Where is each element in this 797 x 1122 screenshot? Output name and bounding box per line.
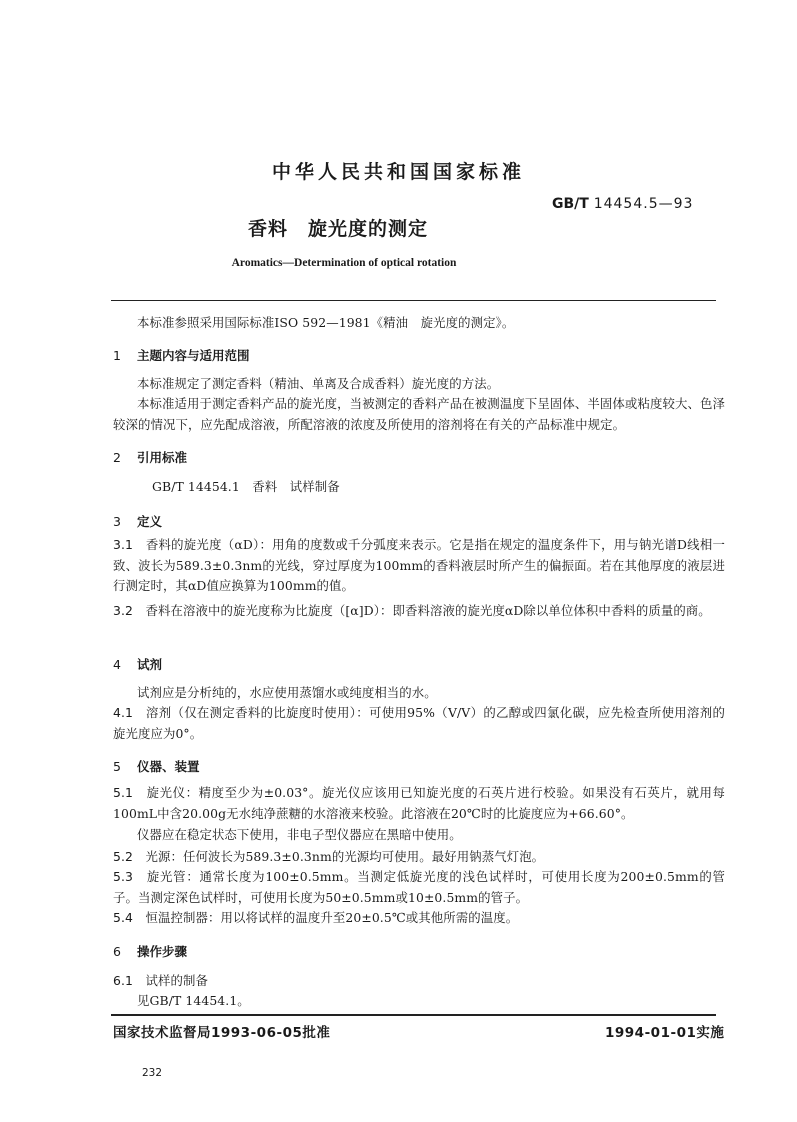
section-2-heading (113, 448, 187, 466)
section-title: 试剂 (137, 657, 163, 672)
section-number: 4 (113, 657, 121, 672)
section-title: 仪器、装置 (137, 759, 200, 774)
clause-number: 5.1 (113, 785, 134, 800)
section-6-heading (113, 942, 187, 960)
clause-5-2 (113, 847, 725, 868)
section-number: 2 (113, 450, 121, 465)
section-number: 6 (113, 944, 121, 959)
clause-number: 3.2 (113, 603, 134, 618)
intro-paragraph: 本标准参照采用国际标准ISO 592—1981《精油 旋光度的测定》。 (137, 315, 515, 330)
clause-number: 5.4 (113, 910, 134, 925)
clause-5-4 (113, 908, 725, 929)
standard-code-number: 14454.5—93 (593, 196, 694, 212)
clause-6-1-ref: 见GB/T 14454.1。 (137, 993, 250, 1008)
section-3-heading (113, 512, 162, 530)
section-2-reference: GB/T 14454.1 香料 试样制备 (152, 479, 340, 494)
clause-text: 恒温控制器：用以将试样的温度升至20±0.5℃或其他所需的温度。 (145, 910, 519, 925)
clause-text: 香料的旋光度（αD）：用角的度数或千分弧度来表示。它是指在规定的温度条件下，用与钠光谱D线相一致、波长为589.3±0.3nm的光线，穿过厚度为100mm的香料液层时所产生的偏振面。若在其他厚度的液层进行测定时，其αD值应换算为100mm的值。 (113, 537, 725, 593)
clause-5-1 (113, 783, 725, 824)
standard-code (552, 196, 693, 212)
clause-number: 5.2 (113, 849, 134, 864)
section-number: 1 (113, 348, 121, 363)
approval-date: 国家技术监督局1993-06-05批准 (113, 1025, 331, 1041)
clause-text: 光源：任何波长为589.3±0.3nm的光源均可使用。最好用钠蒸气灯泡。 (145, 849, 545, 864)
clause-text: 溶剂（仅在测定香料的比旋度时使用）：可使用95%（V/V）的乙醇或四氯化碳，应先检查所使用溶剂的旋光度应为0°。 (113, 705, 725, 741)
section-title: 操作步骤 (137, 944, 188, 959)
clause-number: 6.1 (113, 973, 134, 988)
section-4-heading (113, 655, 162, 673)
section-number: 5 (113, 759, 121, 774)
section-1-paragraph-1: 本标准规定了测定香料（精油、单离及合成香料）旋光度的方法。 (137, 376, 500, 391)
clause-5-1-note: 仪器应在稳定状态下使用，非电子型仪器应在黑暗中使用。 (137, 827, 462, 842)
section-title: 引用标准 (137, 450, 188, 465)
section-4-paragraph: 试剂应是分析纯的，水应使用蒸馏水或纯度相当的水。 (137, 685, 437, 700)
clause-4-1 (113, 703, 725, 744)
document-title-cn: 香料 旋光度的测定 (248, 218, 429, 240)
clause-text: 旋光仪：精度至少为±0.03°。旋光仪应该用已知旋光度的石英片进行校验。如果没有石英片，就用每100mL中含20.00g无水纯净蔗糖的水溶液来校验。此溶液在20℃时的比旋度应为+66.60°。 (113, 785, 725, 821)
standard-code-prefix: GB/T (552, 196, 589, 212)
clause-text: 旋光管：通常长度为100±0.5mm。当测定低旋光度的浅色试样时，可使用长度为200±0.5mm的管子。当测定深色试样时，可使用长度为50±0.5mm或10±0.5mm的管子。 (113, 869, 725, 905)
clause-number: 4.1 (113, 705, 134, 720)
clause-6-1 (113, 971, 725, 992)
national-standard-heading: 中华人民共和国国家标准 (271, 161, 525, 183)
clause-number: 5.3 (113, 869, 134, 884)
clause-3-1 (113, 535, 725, 597)
section-title: 定义 (137, 514, 163, 529)
page-number: 232 (142, 1067, 163, 1079)
clause-3-2 (113, 601, 725, 622)
clause-text: 香料在溶液中的旋光度称为比旋度（[α]D）：即香料溶液的旋光度αD除以单位体积中香料的质量的商。 (145, 603, 711, 618)
footer-divider (111, 1014, 716, 1016)
effective-date: 1994-01-01实施 (605, 1025, 725, 1041)
document-title-en: Aromatics—Determination of optical rotation (231, 257, 457, 269)
clause-number: 3.1 (113, 537, 134, 552)
section-1-heading (113, 346, 250, 364)
section-1-paragraph-2: 本标准适用于测定香料产品的旋光度，当被测定的香料产品在被测温度下呈固体、半固体或粘度较大、色泽较深的情况下，应先配成溶液，所配溶液的浓度及所使用的溶剂将在有关的产品标准中规定。 (113, 396, 725, 432)
clause-5-3 (113, 867, 725, 908)
section-5-heading (113, 757, 200, 775)
clause-text: 试样的制备 (145, 973, 208, 988)
section-title: 主题内容与适用范围 (137, 348, 250, 363)
header-divider (111, 300, 716, 301)
section-number: 3 (113, 514, 121, 529)
